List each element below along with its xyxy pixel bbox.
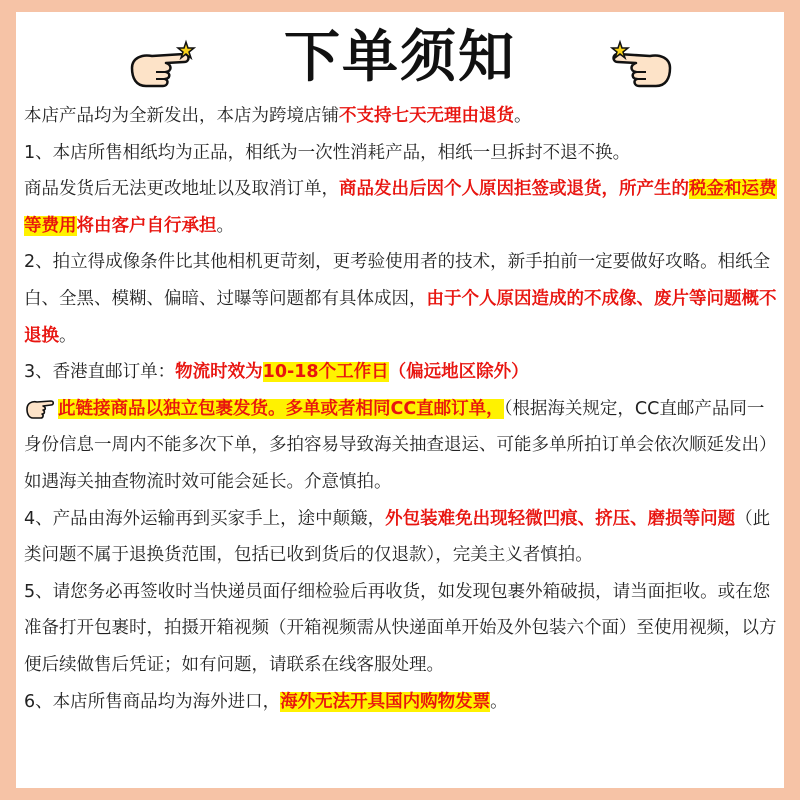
item-1-text: 1、本店所售相纸均为正品，相纸为一次性消耗产品，相纸一旦拆封不退不换。 [24, 142, 631, 163]
item-4-warning: 外包装难免出现轻微凹痕、挤压、磨损等问题 [385, 508, 736, 529]
item-3-highlight-2: 此链接商品以独立包裹发货。多单或者相同CC直邮订单， [58, 398, 504, 419]
page-title: 下单须知 [284, 25, 516, 90]
item-3-highlight: 10-18个工作日 [262, 362, 389, 383]
item-4-text: 4、产品由海外运输再到买家手上，途中颠簸， [24, 508, 386, 529]
item-1-text-2: 商品发货后无法更改地址以及取消订单， [24, 179, 339, 200]
item-3-text: 3、香港直邮订单： [24, 362, 176, 383]
item-3 [24, 354, 780, 500]
notice-card [16, 12, 784, 788]
item-2-end: 。 [59, 325, 77, 346]
item-5-text: 5、请您务必再签收时当快递员面仔细检验后再收货，如发现包裹外箱破损，请当面拒收。或在您准备打开包裹时，拍摄开箱视频（开箱视频需从快递面单开始及外包装六个面）至使用视频，以方便后续做售后凭证；如有问题，请联系在线客服处理。 [24, 581, 777, 675]
item-1-warning: 商品发出后因个人原因拒签或退货，所产生的 [339, 179, 689, 200]
item-2-text: 2、拍立得成像条件比其他相机更苛刻，更考验使用者的技术，新手拍前一定要做好攻略。相纸全白、全黑、模糊、偏暗、过曝等问题都有具体成因， [24, 252, 771, 309]
intro-paragraph [24, 98, 780, 135]
item-2-warning: 由于个人原因造成的不成像、废片等问题概不退换 [24, 288, 777, 346]
item-3-warning-2: （偏远地区除外） [388, 362, 529, 383]
intro-end: 。 [514, 106, 532, 126]
pointing-hand-left-icon [606, 38, 676, 92]
notice-content [24, 98, 780, 720]
item-1-warning-2: 将由客户自行承担 [76, 215, 217, 236]
item-6 [24, 684, 780, 721]
item-1 [24, 135, 780, 245]
item-3-text-2: （根据海关规定，CC直邮产品同一身份信息一周内不能多次下单，多拍容易导致海关抽查退运、可能多单所拍订单会依次顺延发出）如遇海关抽查物流时效可能会延长。介意慎拍。 [24, 398, 777, 492]
item-4-text-2: （此类问题不属于退换货范围，包括已收到货后的仅退款），完美主义者慎拍。 [24, 508, 771, 566]
item-1-end: 。 [216, 215, 234, 236]
item-4 [24, 501, 780, 574]
item-1-highlight: 税金和运费等费用 [24, 179, 777, 236]
item-5 [24, 574, 780, 684]
item-6-end: 。 [490, 691, 508, 712]
item-3-warning: 物流时效为 [175, 362, 263, 383]
item-6-text: 6、本店所售商品均为海外进口， [24, 691, 281, 712]
intro-text: 本店产品均为全新发出，本店为跨境店铺 [24, 106, 339, 126]
no-return-notice: 不支持七天无理由退货 [339, 106, 514, 126]
item-6-highlight: 海外无法开具国内购物发票 [280, 691, 491, 712]
pointing-hand-icon [24, 394, 56, 422]
item-2 [24, 244, 780, 354]
